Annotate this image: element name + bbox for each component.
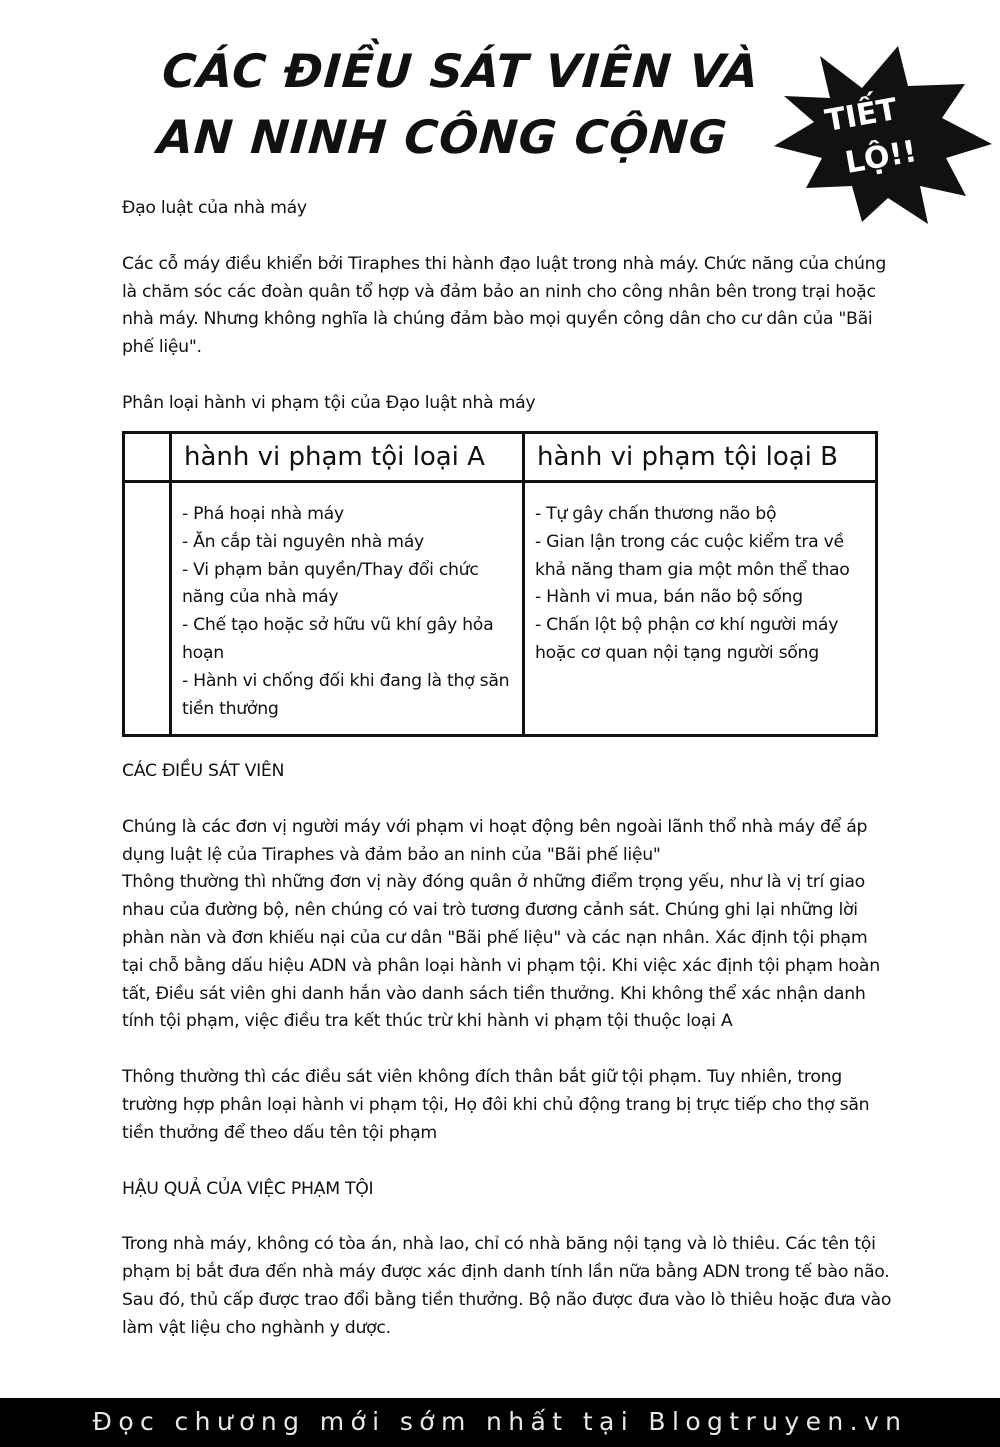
section-heading: CÁC ĐIỀU SÁT VIÊN <box>122 761 285 781</box>
list-item: - Vi phạm bản quyền/Thay đổi chức năng của nhà máy <box>182 559 479 608</box>
paragraph: Trong nhà máy, không có tòa án, nhà lao, chỉ có nhà băng nội tạng và lò thiêu. Các tên tội phạm bị bắt đưa đến nhà máy được xác định danh tính lần nữa bằng ADN trong tế bào não. Sau đó, thủ cấp được trao đổi bằng tiền thưởng. Bộ não được đưa vào lò thiêu hoặc đưa vào làm vật liệu cho nghành y dược. <box>122 1234 892 1338</box>
body-cell-a <box>171 482 524 736</box>
crime-list-b <box>525 483 875 668</box>
header-cell-a <box>171 433 524 482</box>
list-item: - Hành vi mua, bán não bộ sống <box>535 587 803 608</box>
footer-text: Đọc chương mới sớm nhất tại Blogtruyen.vn <box>92 1407 908 1436</box>
list-item: - Phá hoại nhà máy <box>182 504 344 524</box>
section-factory-law <box>122 195 892 418</box>
list-item: - Tự gây chấn thương não bộ <box>535 504 777 524</box>
header-label-b: hành vi phạm tội loại B <box>537 442 838 472</box>
section-heading: HẬU QUẢ CỦA VIỆC PHẠM TỘI <box>122 1178 374 1199</box>
burst-line-1: TIẾT <box>822 91 901 140</box>
paragraph: Thông thường thì các điều sát viên không đích thân bắt giữ tội phạm. Tuy nhiên, trong trường hợp phân loại hành vi phạm tội, Họ đôi khi chủ động trang bị trực tiếp cho thợ săn tiền thưởng để theo dấu tên tội phạm <box>122 1067 870 1143</box>
section-officers <box>122 758 892 1343</box>
list-item: - Gian lận trong các cuộc kiểm tra về khả năng tham gia một môn thể thao <box>535 531 850 580</box>
list-item: - Hành vi chống đối khi đang là thợ săn tiền thưởng <box>182 670 510 719</box>
paragraph: Thông thường thì những đơn vị này đóng quân ở những điểm trọng yếu, như là vị trí giao nhau của đường bộ, nên chúng có vai trò tương đương cảnh sát. Chúng ghi lại những lời phàn nàn và đơn khiếu nại của cư dân "Bãi phế liệu" và các nạn nhân. Xác định tội phạm tại chỗ bằng dấu hiệu ADN và phân loại hành vi phạm tội. Khi việc xác định tội phạm hoàn tất, Điều sát viên ghi danh hắn vào danh sách tiền thưởng. Khi không thể xác nhận danh tính tội phạm, việc điều tra kết thúc trừ khi hành vi phạm tội thuộc loại A <box>122 872 880 1032</box>
list-item: - Chế tạo hoặc sở hữu vũ khí gây hỏa hoạn <box>182 615 494 663</box>
empty-side-cell <box>124 482 171 736</box>
table-caption: Phân loại hành vi phạm tội của Đạo luật nhà máy <box>122 392 536 413</box>
header-label-a: hành vi phạm tội loại A <box>184 442 485 472</box>
title-line-2: AN NINH CÔNG CỘNG <box>155 110 730 164</box>
body-cell-b <box>524 482 877 736</box>
burst-line-2: LỘ!! <box>842 134 920 181</box>
table-header-row <box>124 433 877 482</box>
list-item: - Ăn cắp tài nguyên nhà máy <box>182 531 424 552</box>
footer-banner <box>0 1398 1000 1447</box>
paragraph: Các cỗ máy điều khiển bởi Tiraphes thi hành đạo luật trong nhà máy. Chức năng của chúng là chăm sóc các đoàn quân tổ hợp và đảm bảo an ninh cho công nhân bên trong trại hoặc nhà máy. Nhưng không nghĩa là chúng đảm bào mọi quyền công dân cho cư dân của "Bãi phế liệu". <box>122 253 887 358</box>
page-title <box>155 38 762 170</box>
title-line-1: CÁC ĐIỀU SÁT VIÊN VÀ <box>160 44 762 98</box>
header-cell-b <box>524 433 877 482</box>
paragraph: Chúng là các đơn vị người máy với phạm vi hoạt động bên ngoài lãnh thổ nhà máy để áp dụng luật lệ của Tiraphes và đảm bảo an ninh của "Bãi phế liệu" <box>122 816 868 865</box>
crime-list-a <box>172 483 522 723</box>
list-item: - Chấn lột bộ phận cơ khí người máy hoặc cơ quan nội tạng người sống <box>535 615 839 663</box>
section-heading: Đạo luật của nhà máy <box>122 198 307 218</box>
crime-classification-table <box>122 431 878 737</box>
table-body-row <box>124 482 877 736</box>
empty-corner-cell <box>124 433 171 482</box>
